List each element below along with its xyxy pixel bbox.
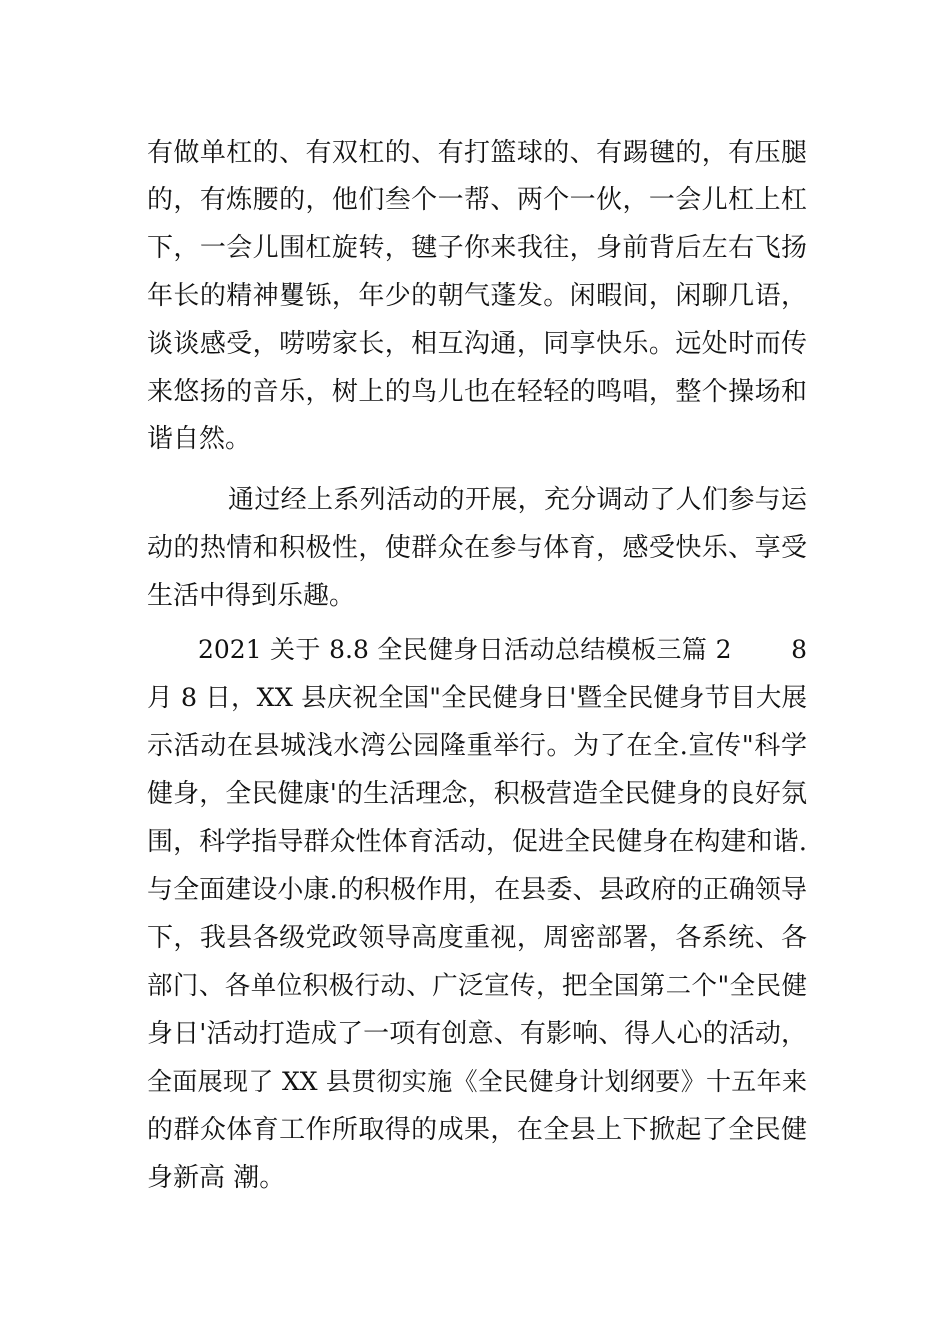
paragraph-3-line-4: 健身，全民健康'的生活理念，积极营造全民健身的良好氛: [147, 779, 807, 809]
paragraph-3-line-12: 身新高 潮。: [147, 1163, 286, 1193]
paragraph-1-line-2: 的，有炼腰的，他们叁个一帮、两个一伙，一会儿杠上杠: [147, 185, 807, 215]
paragraph-3-line-7: 下，我县各级党政领导高度重视，周密部署，各系统、各: [147, 923, 807, 953]
paragraph-3-line-8: 部门、各单位积极行动、广泛宣传，把全国第二个"全民健: [147, 971, 807, 1001]
paragraph-3-line-5: 围，科学指导群众性体育活动，促进全民健身在构建和谐.: [147, 827, 807, 857]
paragraph-1-line-7: 谐自然。: [147, 424, 252, 454]
paragraph-2-line-1: 通过经上系列活动的开展，充分调动了人们参与运: [228, 485, 807, 515]
paragraph-2-line-3: 生活中得到乐趣。: [147, 581, 356, 611]
paragraph-3-line-9: 身日'活动打造成了一项有创意、有影响、得人心的活动，: [147, 1019, 807, 1049]
paragraph-3-line-2: 月 8 日，XX 县庆祝全国"全民健身日'暨全民健身节目大展: [147, 683, 807, 713]
paragraph-1-line-5: 谈谈感受，唠唠家长，相互沟通，同享快乐。远处时而传: [147, 329, 807, 359]
paragraph-1-line-6: 来悠扬的音乐，树上的鸟儿也在轻轻的鸣唱，整个操场和: [147, 377, 807, 407]
paragraph-1-line-3: 下，一会儿围杠旋转，毽子你来我往，身前背后左右飞扬: [147, 233, 807, 263]
paragraph-3-line-10: 全面展现了 XX 县贯彻实施《全民健身计划纲要》十五年来: [147, 1067, 807, 1096]
paragraph-1-line-1: 有做单杠的、有双杠的、有打篮球的、有踢毽的，有压腿: [147, 138, 807, 168]
paragraph-3-line-11: 的群众体育工作所取得的成果，在全县上下掀起了全民健: [147, 1115, 807, 1145]
paragraph-3-line-3: 示活动在县城浅水湾公园隆重举行。为了在全.宣传"科学: [147, 731, 807, 761]
paragraph-1-line-4: 年长的精神矍铄，年少的朝气蓬发。闲暇间，闲聊几语，: [147, 281, 807, 311]
paragraph-2-line-2: 动的热情和积极性，使群众在参与体育，感受快乐、享受: [147, 533, 807, 563]
paragraph-3-line-6: 与全面建设小康.的积极作用，在县委、县政府的正确领导: [147, 875, 807, 905]
paragraph-3-line-1: 2021 关于 8.8 全民健身日活动总结模板三篇 2 8: [198, 635, 807, 664]
